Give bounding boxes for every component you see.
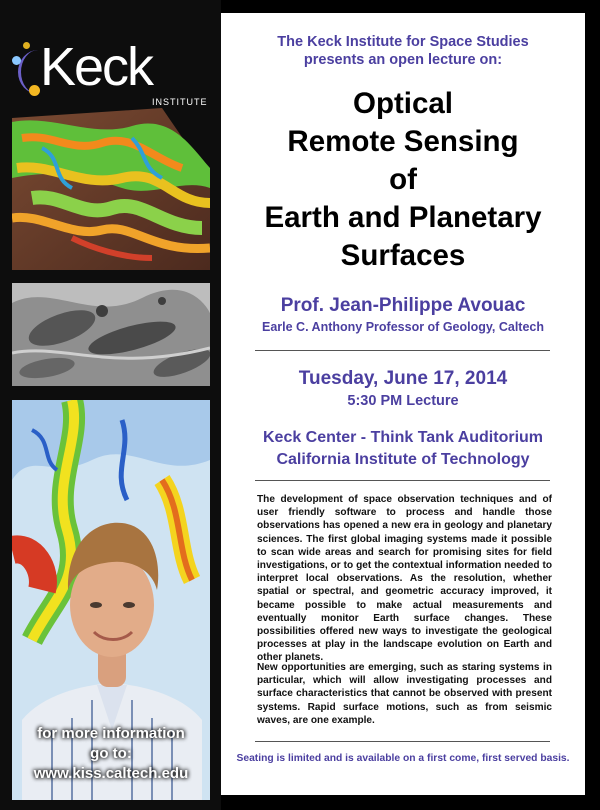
divider: [255, 480, 550, 481]
event-date: Tuesday, June 17, 2014: [298, 368, 508, 389]
presenter-line: The Keck Institute for Space Studies: [277, 34, 529, 50]
venue-line: California Institute of Technology: [276, 451, 530, 468]
title-line: Remote Sensing: [287, 125, 519, 158]
dunes-grayscale-image: [12, 283, 210, 386]
more-info-line: for more information: [37, 725, 185, 742]
logo-subtitle-line: INSTITUTE: [152, 97, 208, 107]
left-column: [0, 0, 221, 810]
seating-note: Seating is limited and is available on a first come, first served basis.: [236, 753, 570, 764]
logo-dot-icon: [12, 56, 21, 65]
terrain-3d-image: [12, 108, 210, 270]
speaker-name: Prof. Jean-Philippe Avouac: [280, 295, 526, 316]
divider: [255, 350, 550, 351]
more-info-line: go to:: [90, 745, 132, 762]
lecture-title: [221, 85, 585, 275]
speaker-title: Earle C. Anthony Professor of Geology, Caltech: [262, 320, 544, 334]
title-line: Surfaces: [340, 239, 466, 272]
title-line: Earth and Planetary: [264, 201, 542, 234]
logo-dot-icon: [29, 85, 40, 96]
abstract-paragraph: The development of space observation techniques and of user friendly software to process and handle those observations has opened a new era in geology and planetary sciences. The first global imaging systems made it possible to scan wide areas and search for promising sites for field investigations, or to get the contextual information needed to interpret local observations. As the resolution, whether spatial or spectral, and geometric accuracy improved, it became possible to make actual measurements and eventually monitor Earth surface changes. These possibilities offered new ways to investigate the geological processes at play in the landscape evolution on Earth and other planets.: [257, 494, 552, 664]
event-time: 5:30 PM Lecture: [347, 393, 459, 409]
title-line: of: [389, 163, 417, 196]
divider: [255, 741, 550, 742]
presenter-heading: [221, 33, 585, 69]
flyer-content-panel: [221, 13, 585, 795]
title-line: Optical: [353, 87, 453, 120]
logo-dot-icon: [23, 42, 30, 49]
more-info-text: [12, 724, 210, 784]
logo-wordmark: Keck: [40, 37, 153, 97]
more-info-url[interactable]: www.kiss.caltech.edu: [33, 765, 189, 782]
presenter-line: presents an open lecture on:: [303, 52, 503, 68]
abstract-paragraph: New opportunities are emerging, such as staring systems in particular, which will allow investigating processes and surface characteristics that cannot be observed with present systems. Rapid surface motions, such as from seismic waves, are one example.: [257, 662, 552, 726]
venue-line: Keck Center - Think Tank Auditorium: [262, 429, 544, 446]
event-venue: [221, 427, 585, 471]
